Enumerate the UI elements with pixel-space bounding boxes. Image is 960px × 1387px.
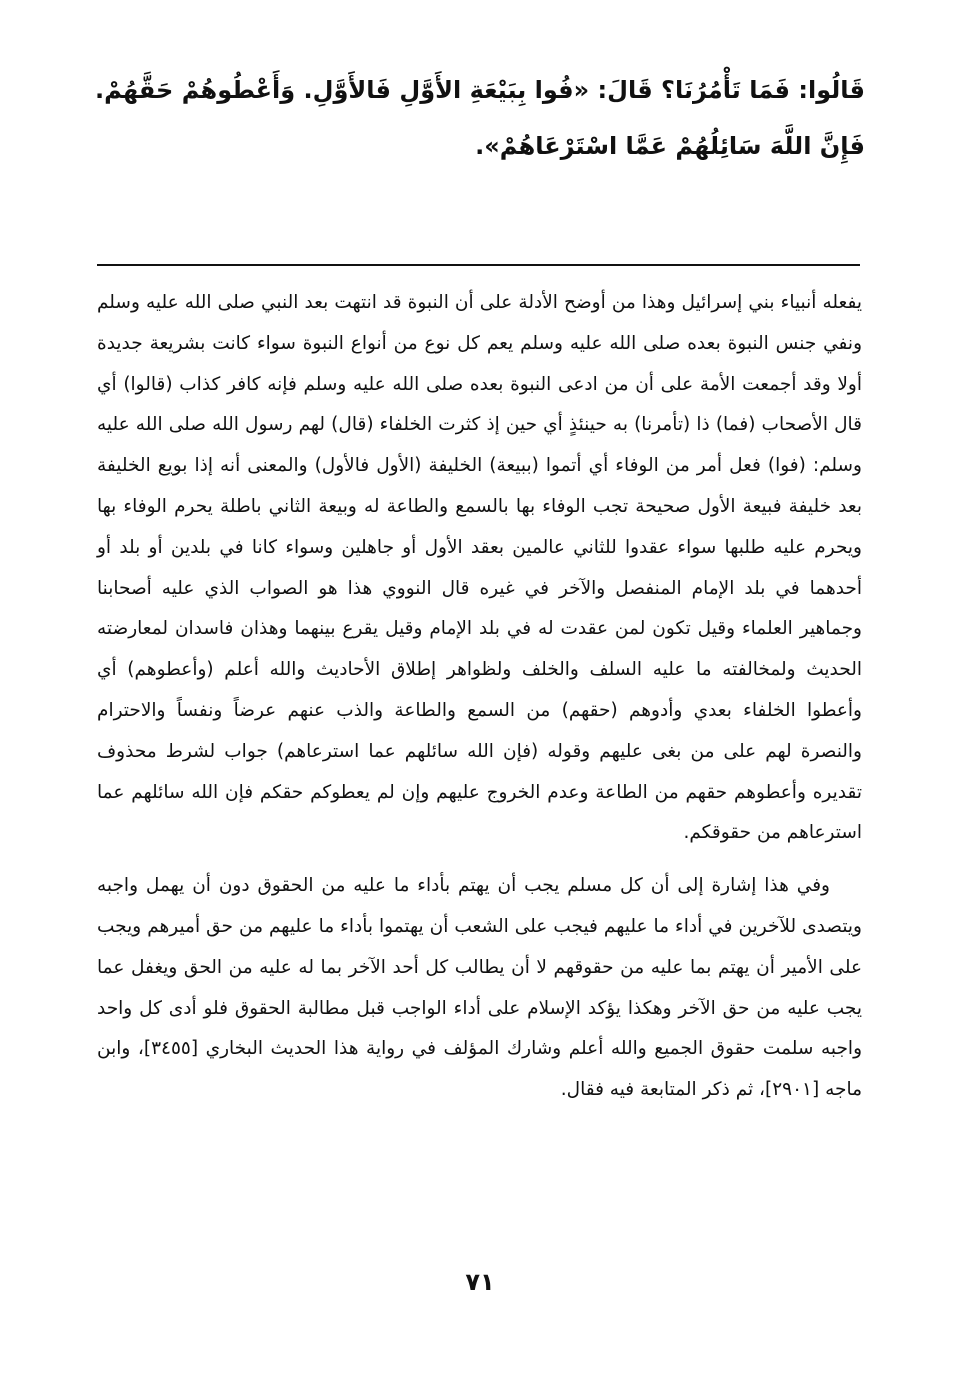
commentary-paragraph-1: يفعله أنبياء بني إسرائيل وهذا من أوضح الأدلة على أن النبوة قد انتهت بعد النبي صلى الله عليه وسلم ونفي جنس النبوة بعده صلى الله عليه وسلم يعم كل نوع من أنواع النبوة سواء كانت بشريعة جديدة أولا وقد أجمعت الأمة على أن من ادعى النبوة بعده صلى الله عليه وسلم فإنه كافر كذاب (قالوا) أي قال الأصحاب (فما) ذا (تأمرنا) به حينئذٍ أي حين إذ كثرت الخلفاء (قال) لهم رسول الله صلى الله عليه وسلم: (فوا) فعل أمر من الوفاء أي أتموا (ببيعة) الخليفة (الأول فالأول) والمعنى أنه إذا بويع الخليفة بعد خليفة فبيعة الأول صحيحة تجب الوفاء بها بالسمع والطاعة له وبيعة الثاني باطلة يحرم الوفاء بها ويحرم عليه طلبها سواء عقدوا للثاني عالمين بعقد الأول أو جاهلين وسواء كانا في بلدين أو بلد أو أحدهما في بلد الإمام المنفصل والآخر في غيره قال النووي هذا هو الصواب الذي عليه أصحابنا وجماهير العلماء وقيل تكون لمن عقدت له في بلد الإمام وقيل يقرع بينهما وهذان فاسدان لمعارضته الحديث ولمخالفته ما عليه السلف والخلف ولظواهر إطلاق الأحاديث والله أعلم (وأعطوهم) أي وأعطوا الخلفاء بعدي وأدوهم (حقهم) من السمع والطاعة والذب عنهم عرضاً ونفساً والاحترام والنصرة لهم على من بغى عليهم وقوله (فإن الله سائلهم عما استرعاهم) جواب لشرط محذوف تقديره وأعطوهم حقهم من الطاعة وعدم الخروج عليهم وإن لم يعطوكم حقكم فإن الله سائلهم عما استرعاهم من حقوقكم. — [97, 292, 862, 844]
hadith-text: قَالُوا: فَمَا تَأْمُرُنَا؟ قَالَ: «فُوا بِبَيْعَةِ الأَوَّلِ فَالأَوَّلِ. وَأَعْطُوهُمْ حَقَّهُمْ. فَإِنَّ اللَّهَ سَائِلُهُمْ عَمَّا اسْتَرْعَاهُمْ». — [95, 76, 865, 160]
footnote-divider — [97, 264, 860, 266]
page-number: ٧١ — [465, 1268, 495, 1296]
hadith-text-block — [95, 62, 865, 174]
commentary-paragraph-2: وفي هذا إشارة إلى أن كل مسلم يجب أن يهتم بأداء ما عليه من الحقوق دون أن يهمل واجبه ويتصدى للآخرين في أداء ما عليهم فيجب على الشعب أن يهتموا بأداء ما عليهم من حق أميرهم ويجب على الأمير أن يهتم بما عليه من حقوقهم لا أن يطالب كل أحد الآخر بما له عليه من الحق ويغفل عما يجب عليه من حق الآخر وهكذا يؤكد الإسلام على أداء الواجب قبل مطالبة الحقوق فلو أدى كل واحد واجبه سلمت حقوق الجميع والله أعلم وشارك المؤلف في رواية هذا الحديث البخاري [٣٤٥٥]، وابن ماجه [٢٩٠١]، ثم ذكر المتابعة فيه فقال. — [97, 875, 862, 1101]
commentary-block — [97, 283, 862, 1111]
